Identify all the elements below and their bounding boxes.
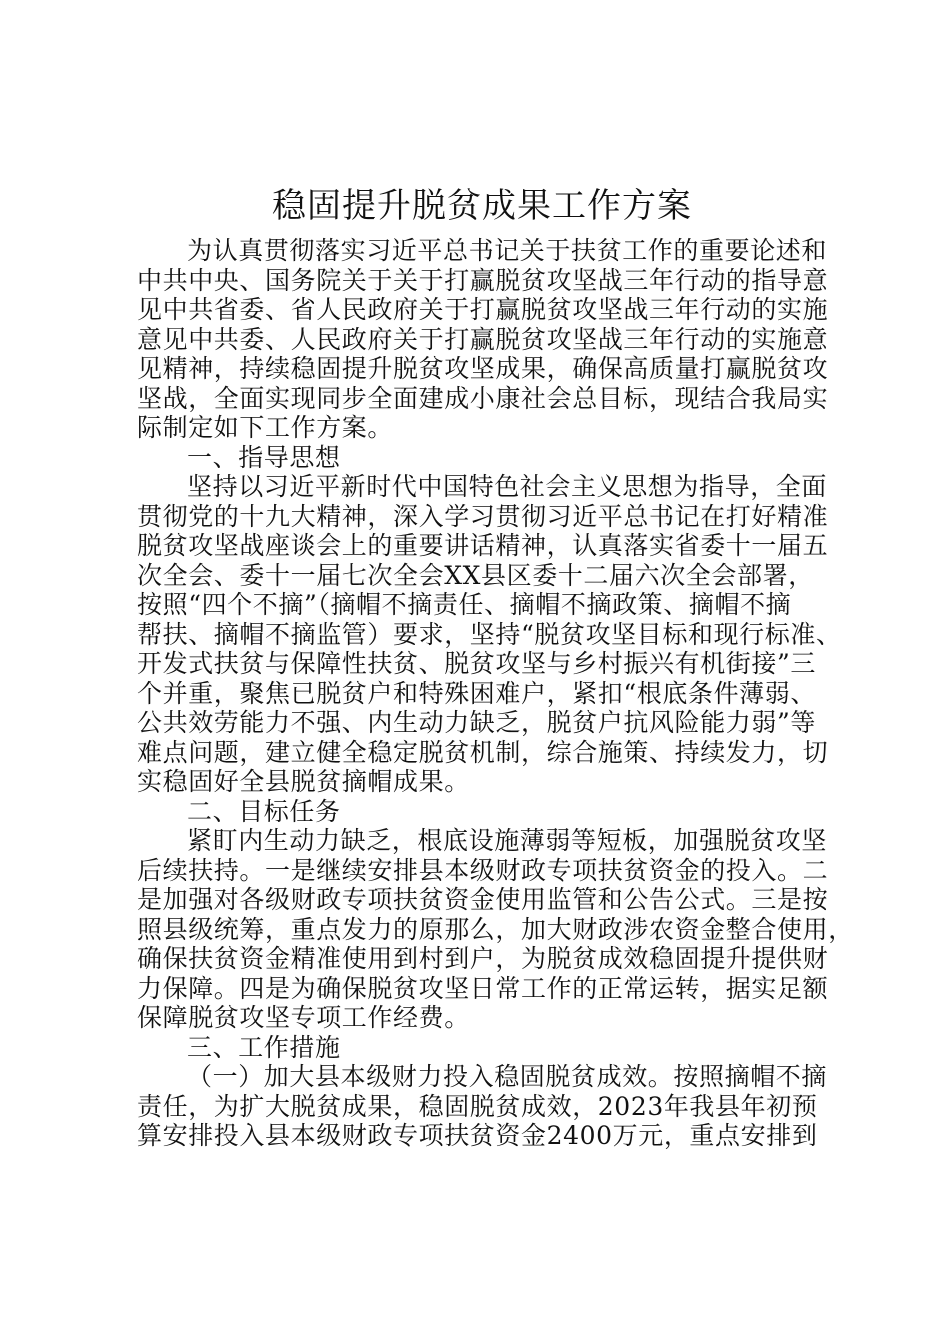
text-line: 实稳固好全县脱贫摘帽成果。 <box>137 767 470 796</box>
document-body <box>137 236 854 1151</box>
text-line: 公共效劳能力不强、内生动力缺乏，脱贫户抗风险能力弱”等 <box>137 708 816 737</box>
text-line: 贯彻党的十九大精神，深入学习贯彻习近平总书记在打好精准 <box>137 501 829 531</box>
text-line: 脱贫攻坚战座谈会上的重要讲话精神，认真落实省委十一届五 <box>137 531 829 560</box>
text-line: 是加强对各级财政专项扶贫资金使用监管和公告公式。三是按 <box>137 885 829 914</box>
text-line: 见中共省委、省人民政府关于打赢脱贫攻坚战三年行动的实施 <box>137 295 829 324</box>
text-line: 保障脱贫攻坚专项工作经费。 <box>137 1003 470 1032</box>
text-line: 个并重，聚焦已脱贫户和特殊困难户，紧扣“根底条件薄弱、 <box>137 678 816 708</box>
text-line: 中共中央、国务院关于关于打赢脱贫攻坚战三年行动的指导意 <box>137 265 829 295</box>
text-line: 确保扶贫资金精准使用到村到户，为脱贫成效稳固提升提供财 <box>137 944 829 973</box>
text-line: 次全会、委十一届七次全会XX县区委十二届六次全会部署， <box>137 560 814 590</box>
text-line: 意见中共委、人民政府关于打赢脱贫攻坚战三年行动的实施意 <box>137 324 829 354</box>
section-heading: 一、指导思想 <box>187 442 341 472</box>
document-page <box>137 182 854 1151</box>
section-heading: 二、目标任务 <box>187 796 341 826</box>
text-line: 坚持以习近平新时代中国特色社会主义思想为指导，全面 <box>187 472 828 501</box>
text-line: 算安排投入县本级财政专项扶贫资金2400万元，重点安排到 <box>137 1121 818 1150</box>
text-line: （一）加大县本级财力投入稳固脱贫成效。按照摘帽不摘 <box>187 1062 828 1091</box>
text-line: 为认真贯彻落实习近平总书记关于扶贫工作的重要论述和 <box>187 236 828 265</box>
text-line: 责任，为扩大脱贫成果，稳固脱贫成效，2023年我县年初预 <box>137 1091 818 1121</box>
text-line: 紧盯内生动力缺乏，根底设施薄弱等短板，加强脱贫攻坚 <box>187 826 828 855</box>
text-line: 际制定如下工作方案。 <box>137 413 394 442</box>
text-line: 照县级统筹，重点发力的原那么，加大财政涉农资金整合使用， <box>137 914 854 944</box>
text-line: 见精神，持续稳固提升脱贫攻坚成果，确保高质量打赢脱贫攻 <box>137 354 829 383</box>
document-title: 稳固提升脱贫成果工作方案 <box>272 186 692 226</box>
text-line: 难点问题，建立健全稳定脱贫机制，综合施策、持续发力，切 <box>137 737 829 767</box>
section-heading: 三、工作措施 <box>187 1032 341 1062</box>
text-line: 力保障。四是为确保脱贫攻坚日常工作的正常运转，据实足额 <box>137 973 829 1003</box>
text-line: 坚战，全面实现同步全面建成小康社会总目标，现结合我局实 <box>137 383 829 413</box>
text-line: 按照“四个不摘”（摘帽不摘责任、摘帽不摘政策、摘帽不摘 <box>137 590 792 619</box>
text-line: 帮扶、摘帽不摘监管）要求，坚持“脱贫攻坚目标和现行标准、 <box>137 619 842 649</box>
text-line: 开发式扶贫与保障性扶贫、脱贫攻坚与乡村振兴有机街接”三 <box>137 649 816 678</box>
text-line: 后续扶持。一是继续安排县本级财政专项扶贫资金的投入。二 <box>137 855 829 885</box>
